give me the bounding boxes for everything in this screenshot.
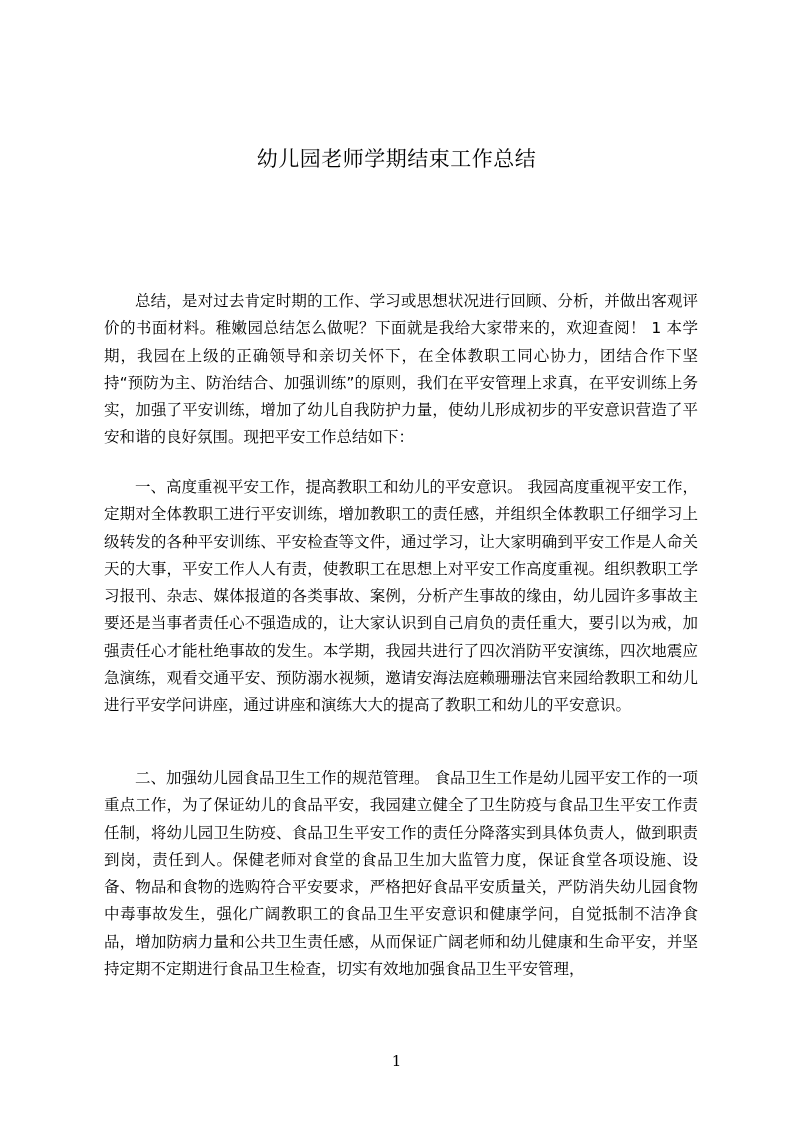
paragraph-section-2: 二、加强幼儿园食品卫生工作的规范管理。 食品卫生工作是幼儿园平安工作的一项重点工作，为了保证幼儿的食品平安，我园建立健全了卫生防疫与食品卫生平安工作责任制，将幼儿园卫生防疫、食品卫生平安工作的责任分降落实到具体负责人，做到职责到岗，责任到人。保健老师对食堂的食品卫生加大监管力度，保证食堂各项设施、设备、物品和食物的选购符合平安要求，严格把好食品平安质量关，严防消失幼儿园食物中毒事故发生，强化广阔教职工的食品卫生平安意识和健康学问，自觉抵制不洁净食品，增加防病力量和公共卫生责任感，从而保证广阔老师和幼儿健康和生命平安，并坚持定期不定期进行食品卫生检查，切实有效地加强食品卫生平安管理， bbox=[104, 769, 698, 979]
paragraph-section-1: 一、高度重视平安工作，提高教职工和幼儿的平安意识。 我园高度重视平安工作，定期对全体教职工进行平安训练，增加教职工的责任感，并组织全体教职工仔细学习上级转发的各种平安训练、平安检查等文件，通过学习，让大家明确到平安工作是人命关天的大事，平安工作人人有责，使教职工在思想上对平安工作高度重视。组织教职工学习报刊、杂志、媒体报道的各类事故、案例，分析产生事故的缘由，幼儿园许多事故主要还是当事者责任心不强造成的，让大家认识到自己肩负的责任重大，要引以为戒，加强责任心才能杜绝事故的发生。本学期，我园共进行了四次消防平安演练，四次地震应急演练，观看交通平安、预防溺水视频，邀请安海法庭赖珊珊法官来园给教职工和幼儿进行平安学问讲座，通过讲座和演练大大的提高了教职工和幼儿的平安意识。 bbox=[104, 478, 698, 715]
paragraph-intro: 总结，是对过去肯定时期的工作、学习或思想状况进行回顾、分析，并做出客观评价的书面材料。稚嫩园总结怎么做呢？下面就是我给大家带来的，欢迎查阅！ 1 本学期，我园在上级的正确领导和亲切关怀下，在全体教职工同心协力，团结合作下坚持“预防为主、防治结合、加强训练”的原则，我们在平安管理上求真，在平安训练上务实，加强了平安训练，增加了幼儿自我防护力量，使幼儿形成初步的平安意识营造了平安和谐的良好氛围。现把平安工作总结如下： bbox=[104, 292, 698, 447]
document-title: 幼儿园老师学期结束工作总结 bbox=[256, 147, 537, 171]
page-number: 1 bbox=[391, 1052, 402, 1070]
